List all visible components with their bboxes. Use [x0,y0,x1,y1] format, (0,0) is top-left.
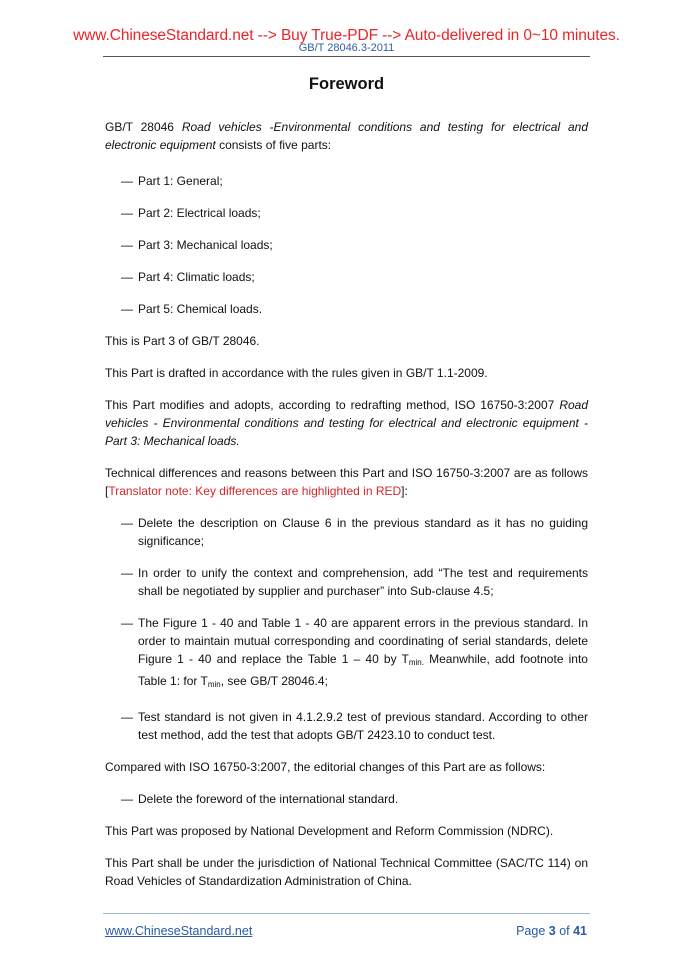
document-body [105,118,588,904]
part-list-item: — Part 3: Mechanical loads; [121,238,273,252]
dash-marker: — [121,302,133,316]
difference-item: — Delete the description on Clause 6 in the previous standard as it has no guiding significance; [121,516,588,548]
intro-paragraph: GB/T 28046 Road vehicles -Environmental conditions and testing for electrical and electronic equipment consists of five parts: [105,120,589,152]
dash-marker: — [121,566,133,580]
footer-website-link[interactable]: www.ChineseStandard.net [105,924,253,938]
difference-item: — In order to unify the context and comprehension, add “The test and requirements shall be negotiated by supplier and purchaser” into Sub-clause 4.5; [121,566,588,598]
difference-item: — Test standard is not given in 4.1.2.9.2 test of previous standard. According to other test method, add the test that adopts GB/T 2423.10 to conduct test. [121,710,588,742]
standard-id: GB/T 28046.3-2011 [298,42,395,54]
dash-marker: — [121,616,133,630]
difference-item: — The Figure 1 - 40 and Table 1 - 40 are apparent errors in the previous standard. In order to maintain mutual corresponding and coordinating of serial standards, delete Figure 1 - 40 and replace the Table 1 – 40 by $T_{min.}$ Meanwhile, add footnote into Table 1: for $T_{min}$, see GB/T 28046.4; [121,616,588,689]
promo-banner[interactable]: www.ChineseStandard.net --> Buy True-PDF --> Auto-delivered in 0~10 minutes. [73,27,620,44]
part-list-item: — Part 5: Chemical loads. [121,302,263,316]
footer-divider [103,913,590,914]
dash-marker: — [121,710,133,724]
dash-marker: — [121,792,133,806]
jurisdiction-paragraph: This Part shall be under the jurisdiction of National Technical Committee (SAC/TC 114) on Road Vehicles of Standardization Administration of China. [105,856,588,888]
translator-note: Translator note: Key differences are highlighted in RED [108,484,402,498]
part-list-item: — Part 2: Electrical loads; [121,206,261,220]
dash-marker: — [121,174,133,188]
dash-marker: — [121,516,133,530]
editorial-paragraph: Compared with ISO 16750-3:2007, the editorial changes of this Part are as follows: [105,760,546,774]
editorial-item: — Delete the foreword of the international standard. [121,792,399,806]
dash-marker: — [121,270,133,284]
part-list-item: — Part 1: General; [121,174,223,188]
modifies-paragraph: This Part modifies and adopts, according to redrafting method, ISO 16750-3:2007 Road vehicles - Environmental conditions and testing for electrical and electronic equipment - Part 3: Mechanical loads. [105,398,588,448]
technical-differences-paragraph: Technical differences and reasons between this Part and ISO 16750-3:2007 are as follows [Translator note: Key differences are highlighted in RED]: [105,466,588,498]
this-part-paragraph: This is Part 3 of GB/T 28046. [105,334,260,348]
part-list-item: — Part 4: Climatic loads; [121,270,255,284]
page-number: Page 3 of 41 [516,924,587,938]
header-divider [103,56,590,57]
proposed-paragraph: This Part was proposed by National Development and Reform Commission (NDRC). [105,824,554,838]
dash-marker: — [121,238,133,252]
dash-marker: — [121,206,133,220]
drafted-paragraph: This Part is drafted in accordance with the rules given in GB/T 1.1-2009. [105,366,488,380]
page-title: Foreword [308,75,385,93]
